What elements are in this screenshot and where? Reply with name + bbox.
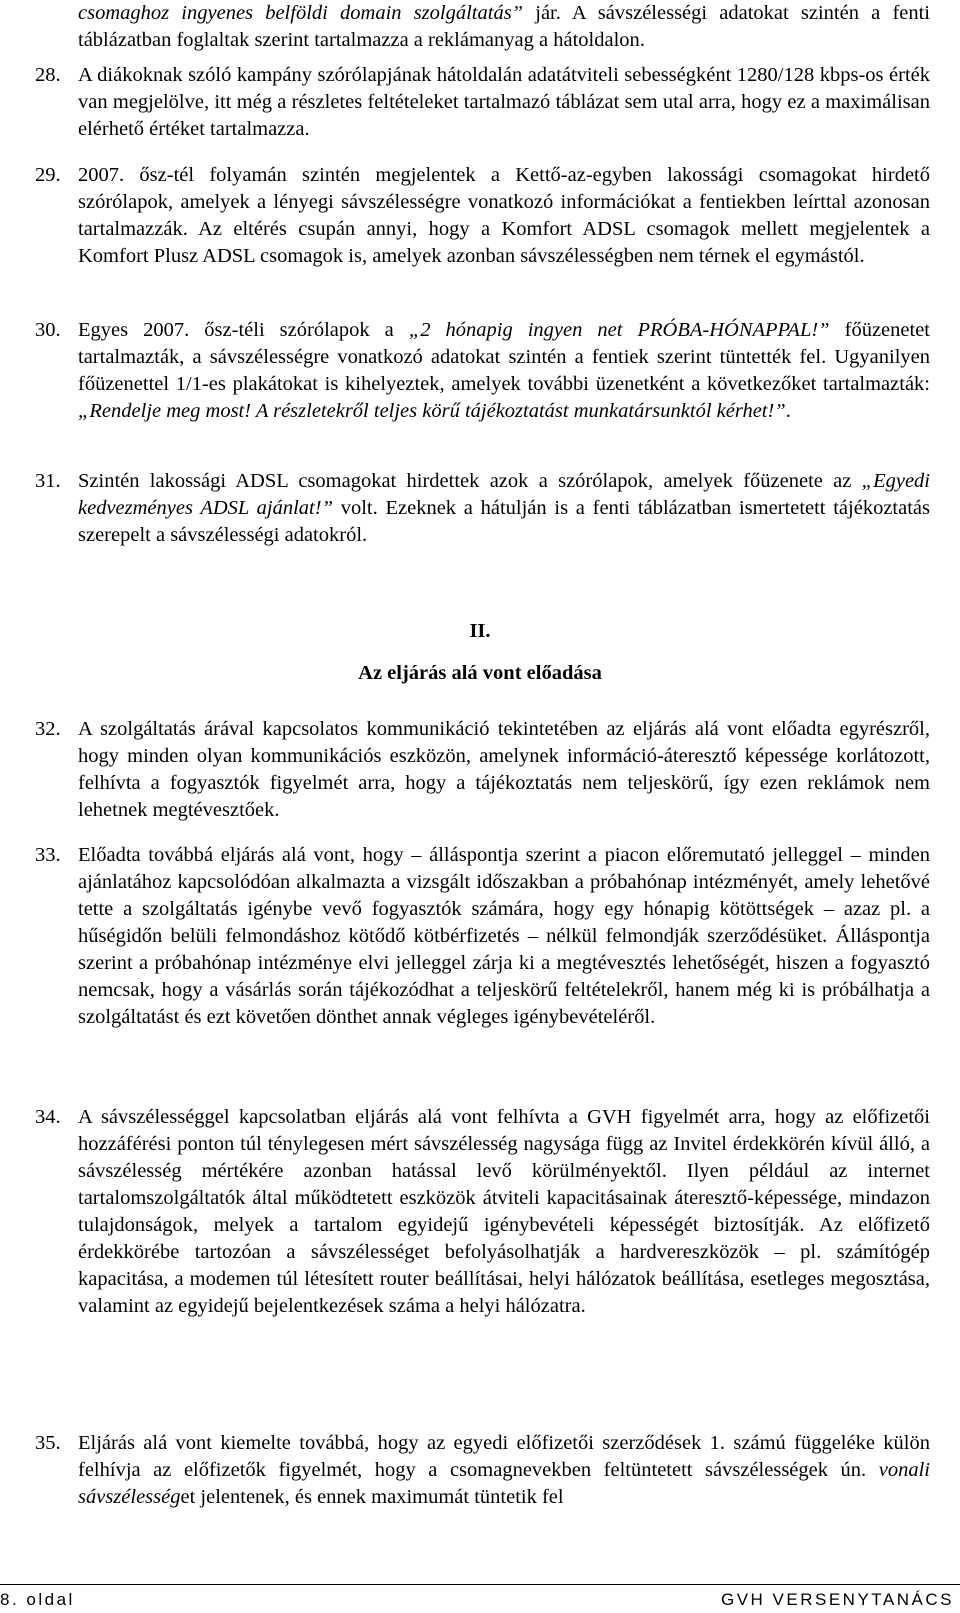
paragraph-number: 28. — [35, 64, 61, 86]
paragraph-text: A szolgáltatás árával kapcsolatos kommunikáció tekintetében az eljárás alá vont előadta egyrészről, hogy minden olyan kommunikációs eszközön, amelynek információ-áteresztő képessége korlátozott, felhívta a fogyasztók figyelmét arra, hogy a tájékoztatás nem teljeskörű, így ezen reklámok nem lehetnek megtévesztőek. — [78, 718, 930, 821]
text-run: Eljárás alá vont kiemelte továbbá, hogy az egyedi előfizetői szerződések 1. számú függeléke külön felhívja az előfizetők figyelmét, hogy a csomagnevekben feltüntetett sávszélességek ún. — [78, 1432, 930, 1481]
paragraph-28 — [35, 62, 930, 143]
footer-organization: GVH VERSENYTANÁCS — [720, 1590, 954, 1609]
quoted-slogan: „Rendelje meg most! A részletekről teljes körű tájékoztatást munkatársunktól kérhet!” — [78, 400, 786, 422]
text-run: Egyes 2007. ősz-téli szórólapok a — [78, 319, 409, 341]
paragraph-text — [78, 317, 930, 425]
footer-divider — [0, 1584, 960, 1585]
paragraph-34 — [35, 1104, 930, 1320]
paragraph-text: 2007. ősz-tél folyamán szintén megjelentek a Kettő-az-egyben lakossági csomagokat hirdető szórólapok, amelyek a lényegi sávszélességre vonatkozó információkat a fentiekben leírttal azonosan tartalmazzák. Az eltérés csupán annyi, hogy a Komfort ADSL csomagok mellett megjelentek a Komfort Plusz ADSL csomagok is, amelyek azonban sávszélességben nem térnek el egymástól. — [78, 164, 930, 267]
paragraph-text: A diákoknak szóló kampány szórólapjának hátoldalán adatátviteli sebességként 1280/128 kbps-os érték van megjelölve, itt még a részletes feltételeket tartalmazó táblázat sem utal arra, hogy ez a maximálisan elérhető értéket tartalmazza. — [78, 64, 930, 140]
text-run: Szintén lakossági ADSL csomagokat hirdettek azok a szórólapok, amelyek főüzenete az — [78, 470, 862, 492]
paragraph-35 — [35, 1430, 930, 1511]
text-run: főüzenetet tartalmazták, a sávszélességre vonatkozó adatokat szintén a fentiek szerint tüntették fel. Ugyanilyen főüzenettel 1/1-es plakátokat is kihelyeztek, amelyek további üzenetként a következőket tartalmazták: — [78, 319, 930, 395]
paragraph-30 — [35, 317, 930, 425]
page-number: 8. oldal — [0, 1590, 75, 1609]
paragraph-number: 35. — [35, 1432, 61, 1454]
paragraph-text: Előadta továbbá eljárás alá vont, hogy – álláspontja szerint a piacon előremutató jelleggel – minden ajánlatához kapcsolódóan alkalmazta a vizsgált időszakban a próbahónap intézményét, amely lehetővé tette a szolgáltatás igénybe vevő fogyasztók számára, hogy egy hónapig kötöttségek – azaz pl. a hűségidőn belüli felmondáshoz kötődő kötbérfizetés – nélkül felmondják szerződésüket. Álláspontja szerint a próbahónap intézménye elvi jelleggel zárja ki a megtévesztés lehetőségét, hiszen a fogyasztó nemcsak, hogy a vásárlás során tájékozódhat a teljeskörű feltételekről, hanem még ki is próbálhatja a szolgáltatást és ezt követően dönthet annak végleges igénybevételéről. — [78, 844, 930, 1028]
paragraph-number: 34. — [35, 1106, 61, 1128]
text-run: . — [785, 400, 791, 422]
text-run: et jelentenek, és ennek maximumát tüntetik fel — [180, 1486, 564, 1508]
continuation-paragraph — [78, 0, 930, 54]
paragraph-text — [78, 468, 930, 549]
section-number: II. — [469, 620, 491, 642]
paragraph-33 — [35, 842, 930, 1031]
paragraph-29 — [35, 162, 930, 270]
text-run: volt. Ezeknek a hátulján is a fenti táblázatban ismertetett tájékoztatás szerepelt a sávszélességi adatokról. — [78, 497, 930, 546]
paragraph-31 — [35, 468, 930, 549]
paragraph-number: 29. — [35, 164, 61, 186]
continuation-text: jár. A sávszélességi adatokat szintén a fenti táblázatban foglaltak szerint tartalmazza a reklámanyag a hátoldalon. — [78, 2, 931, 51]
paragraph-32 — [35, 716, 930, 824]
italic-term: vonali sávszélesség — [78, 1459, 930, 1508]
quoted-slogan: „Egyedi kedvezményes ADSL ajánlat!” — [78, 470, 930, 519]
section-title: Az eljárás alá vont előadása — [358, 662, 602, 684]
paragraph-number: 31. — [35, 470, 61, 492]
paragraph-number: 32. — [35, 718, 61, 740]
paragraph-text — [78, 1430, 930, 1511]
continuation-italic: csomaghoz ingyenes belföldi domain szolgáltatás” — [78, 2, 524, 24]
quoted-slogan: „2 hónapig ingyen net PRÓBA-HÓNAPPAL!” — [408, 319, 830, 341]
paragraph-number: 30. — [35, 319, 61, 341]
paragraph-text: A sávszélességgel kapcsolatban eljárás alá vont felhívta a GVH figyelmét arra, hogy az előfizetői hozzáférési ponton túl ténylegesen mért sávszélesség nagysága függ az Invitel érdekkörén kívül álló, a sávszélesség mértékére azonban hatással levő körülményektől. Ilyen például az internet tartalomszolgáltatók által működtetett eszközök átviteli kapacitásainak áteresztő-képessége, mindazon tulajdonságok, melyek a tartalom egyidejű igénybevételi képességét biztosítják. Az előfizető érdekkörébe tartozóan a sávszélességet befolyásolhatják a hardvereszközök – pl. számítógép kapacitása, a modemen túl létesített router beállításai, helyi hálózatok beállítása, esetleges megosztása, valamint az egyidejű bejelentkezések száma a helyi hálózatra. — [78, 1106, 930, 1317]
paragraph-number: 33. — [35, 844, 61, 866]
